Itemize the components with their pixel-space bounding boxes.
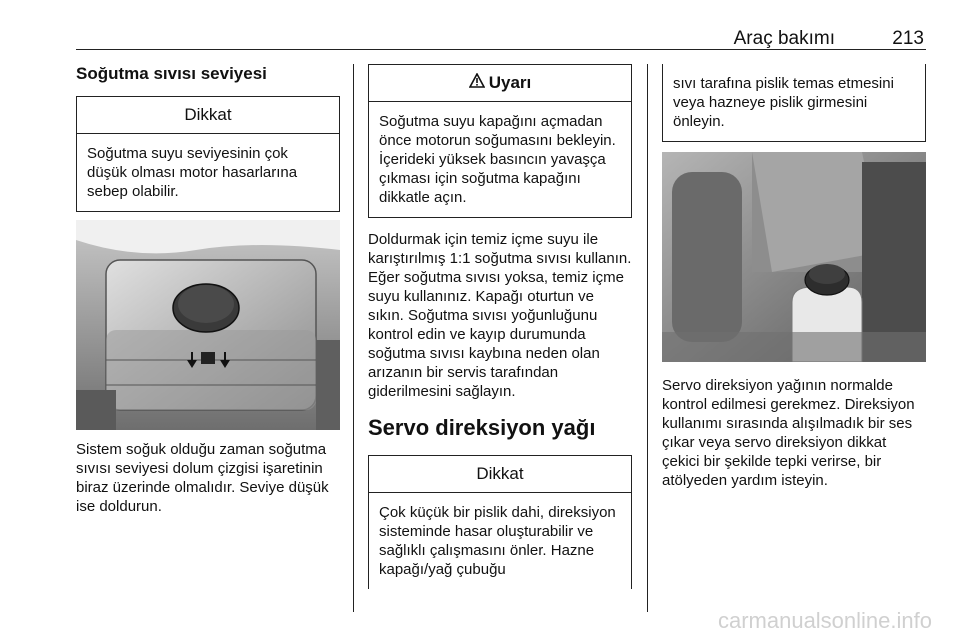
section-title-power-steering: Servo direksiyon yağı [368, 415, 596, 440]
warning-heading [369, 65, 631, 102]
page-number: 213 [892, 28, 924, 49]
section-title-coolant: Soğutma sıvısı seviyesi [76, 64, 267, 83]
warning-body: Soğutma suyu kapağını açmadan önce motorun soğumasını bekleyin. İçerideki yüksek basıncın yavaşça çıkması için soğutma kapağını dikkatle açın. [379, 113, 616, 206]
coolant-level-paragraph: Sistem soğuk olduğu zaman soğutma sıvısı seviyesi dolum çizgisi işaretinin biraz üzerinde olmalıdır. Seviye düşük ise doldurun. [76, 441, 329, 515]
notice-body: Soğutma suyu seviyesinin çok düşük olması motor hasarlarına sebep olabilir. [87, 145, 298, 200]
coolant-reservoir-photo [76, 220, 340, 430]
warning-triangle-icon [469, 65, 485, 101]
power-steering-paragraph: Servo direksiyon yağının normalde kontrol edilmesi gerekmez. Direksiyon kullanımı sırasında alışılmadık bir ses çıkar veya servo direksiyon dikkat çekici bir şekilde tepki verirse, bir atölyeden yardım isteyin. [662, 377, 915, 489]
notice-body-steering: Çok küçük bir pislik dahi, direksiyon sisteminde hasar oluşturabilir ve sağlıklı çalışmasını önler. Hazne kapağı/yağ çubuğu [379, 504, 616, 578]
notice-heading: Dikkat [77, 97, 339, 134]
warning-box [368, 64, 632, 218]
warning-heading-text: Uyarı [488, 73, 532, 92]
refill-paragraph: Doldurmak için temiz içme suyu ile karıştırılmış 1:1 soğutma sıvısı kullanın. Eğer soğutma sıvısı yoksa, temiz içme suyu kullanınız. Kapağı oturtun ve sıkın. Soğutma sıvısı yoğunluğunu kontrol edin ve kayıp durumunda soğutma sıvısı kaybına neden olan arızanın bir servis tarafından giderilmesini sağlayın. [368, 231, 632, 400]
notice-heading-steering: Dikkat [369, 456, 631, 493]
notice-body-continued: sıvı tarafına pislik temas etmesini veya hazneye pislik girmesini önleyin. [673, 75, 894, 130]
header-rule [76, 49, 926, 50]
watermark: carmanualsonline.info [717, 608, 932, 633]
notice-box-steering [368, 455, 632, 589]
notice-box-coolant [76, 96, 340, 212]
column-3 [662, 64, 926, 490]
column-divider-2 [647, 64, 648, 612]
running-header-title: Araç bakımı [733, 28, 835, 49]
notice-box-steering-continued [662, 64, 926, 142]
column-1 [76, 64, 340, 516]
power-steering-reservoir-photo [662, 152, 926, 362]
column-divider-1 [353, 64, 354, 612]
column-2 [368, 64, 632, 589]
